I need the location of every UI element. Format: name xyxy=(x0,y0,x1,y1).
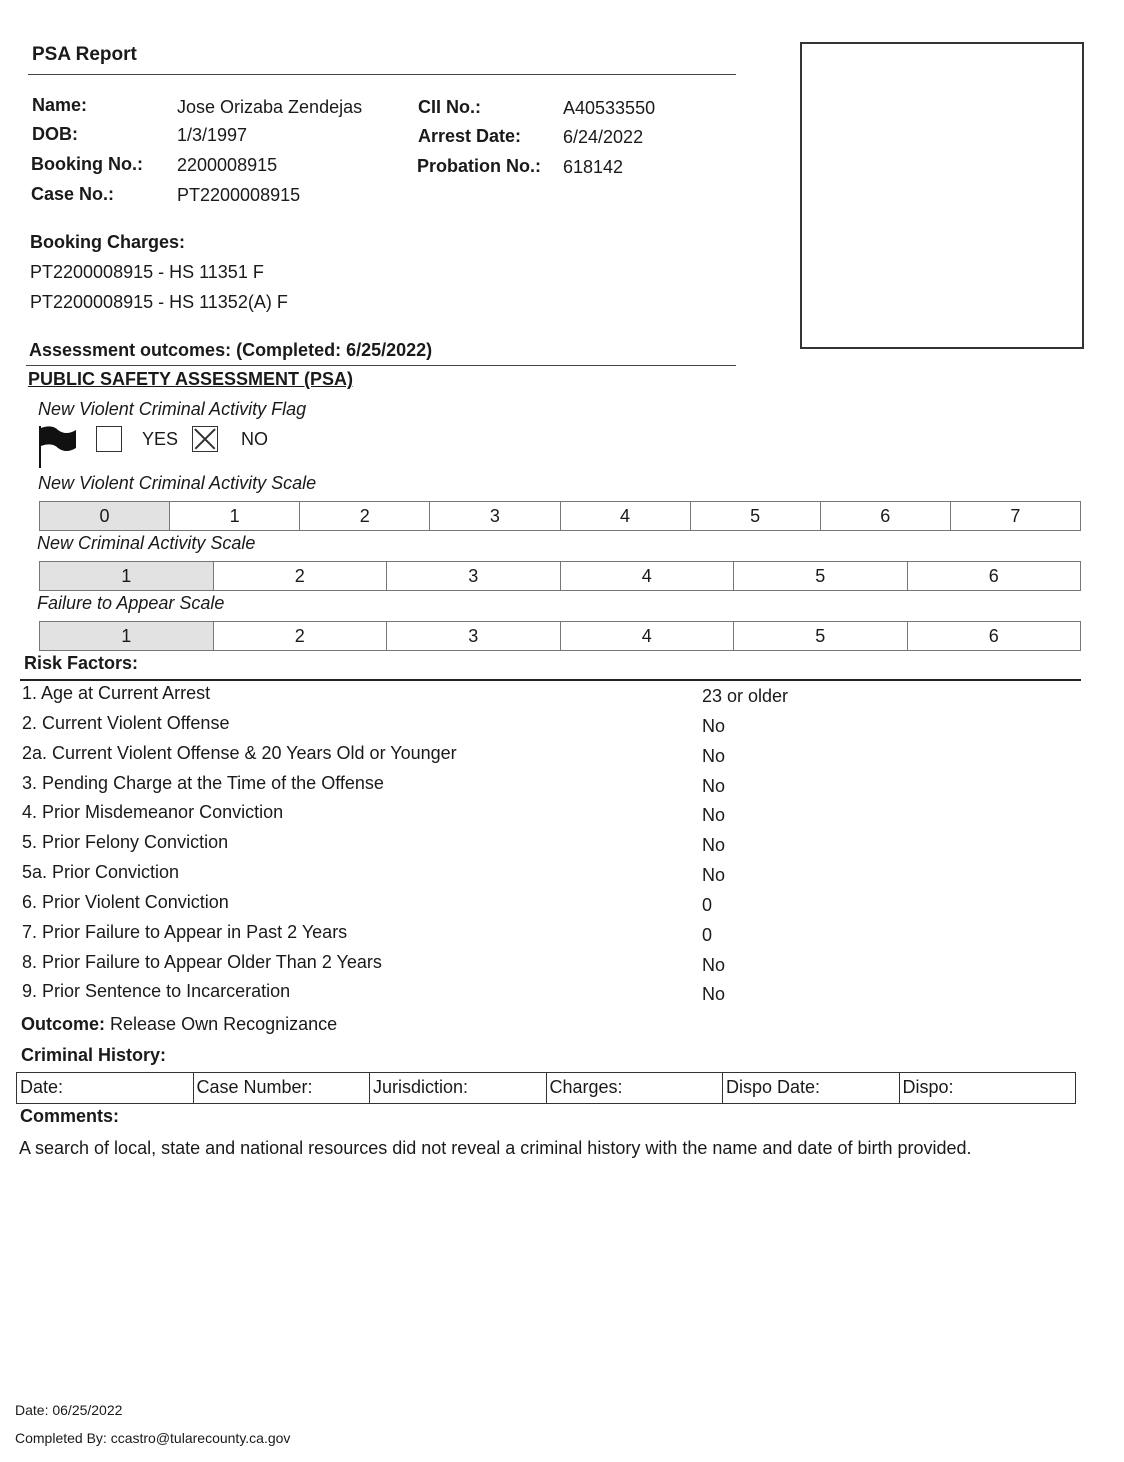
scale-cell: 5 xyxy=(691,502,821,530)
dob-value: 1/3/1997 xyxy=(177,125,248,145)
yes-checkbox[interactable] xyxy=(96,426,122,452)
case-label: Case No.: xyxy=(31,184,115,204)
assessment-heading: Assessment outcomes: (Completed: 6/25/2022) xyxy=(29,340,433,360)
risk-factors-divider xyxy=(20,679,1081,681)
table-header-cell: Date: xyxy=(17,1073,194,1103)
risk-factor-label: 2. Current Violent Offense xyxy=(22,713,230,733)
risk-factors-heading: Risk Factors: xyxy=(24,653,139,673)
booking-value: 2200008915 xyxy=(177,155,278,175)
risk-factor-value: No xyxy=(702,835,726,855)
risk-factor-label: 5a. Prior Conviction xyxy=(22,862,180,882)
outcome-label: Outcome: xyxy=(21,1014,106,1034)
scale-cell: 5 xyxy=(734,622,908,650)
risk-factor-value: No xyxy=(702,776,726,796)
nca-scale-label: New Criminal Activity Scale xyxy=(37,533,256,553)
scale-cell: 3 xyxy=(387,622,561,650)
footer-completed-by: Completed By: ccastro@tularecounty.ca.gov xyxy=(15,1430,291,1446)
name-value: Jose Orizaba Zendejas xyxy=(177,97,363,117)
probation-label: Probation No.: xyxy=(417,156,541,176)
risk-factor-value: 0 xyxy=(702,895,713,915)
comments-text: A search of local, state and national resources did not reveal a criminal history with the name and date of birth provided. xyxy=(19,1138,972,1158)
comments-heading: Comments: xyxy=(20,1106,120,1126)
no-checkbox-checked[interactable] xyxy=(192,426,218,452)
risk-factor-label: 6. Prior Violent Conviction xyxy=(22,892,229,912)
criminal-history-heading: Criminal History: xyxy=(21,1045,167,1065)
risk-factor-label: 1. Age at Current Arrest xyxy=(22,683,211,703)
arrest-label: Arrest Date: xyxy=(418,126,522,146)
booking-label: Booking No.: xyxy=(31,154,143,174)
risk-factor-value: No xyxy=(702,865,726,885)
scale-cell: 6 xyxy=(988,626,999,646)
photo-box xyxy=(800,42,1084,349)
psa-heading: PUBLIC SAFETY ASSESSMENT (PSA) xyxy=(28,369,354,389)
fta-scale-label: Failure to Appear Scale xyxy=(37,593,225,613)
risk-factor-label: 4. Prior Misdemeanor Conviction xyxy=(22,802,284,822)
risk-factor-value: No xyxy=(702,955,726,975)
risk-factor-label: 5. Prior Felony Conviction xyxy=(22,832,229,852)
table-header-cell: Charges: xyxy=(547,1073,724,1103)
cii-label: CII No.: xyxy=(418,97,481,117)
risk-factor-value: 0 xyxy=(702,925,713,945)
table-header-cell: Dispo Date: xyxy=(723,1073,900,1103)
dob-label: DOB: xyxy=(32,124,78,144)
risk-factor-label: 7. Prior Failure to Appear in Past 2 Years xyxy=(22,922,348,942)
booking-charges-heading: Booking Charges: xyxy=(30,232,186,252)
yes-label: YES xyxy=(142,429,179,449)
scale-cell: 1 xyxy=(40,622,214,650)
scale-cell: 3 xyxy=(430,502,560,530)
fta-scale xyxy=(39,621,1081,651)
scale-cell: 4 xyxy=(561,502,691,530)
title-divider xyxy=(28,74,736,75)
scale-cell: 0 xyxy=(40,502,170,530)
criminal-history-table xyxy=(16,1072,1076,1104)
flag-icon xyxy=(38,424,82,475)
scale-cell: 6 xyxy=(988,566,999,586)
cii-value: A40533550 xyxy=(563,98,656,118)
scale-cell: 4 xyxy=(561,622,735,650)
assessment-divider xyxy=(26,365,736,366)
booking-charge-item: PT2200008915 - HS 11351 F xyxy=(30,262,264,282)
scale-cell: 4 xyxy=(561,562,735,590)
scale-cell: 1 xyxy=(40,562,214,590)
scale-cell: 2 xyxy=(214,562,388,590)
nvca-scale xyxy=(39,501,1081,531)
scale-cell: 7 xyxy=(1010,506,1021,526)
scale-cell: 2 xyxy=(214,622,388,650)
name-label: Name: xyxy=(32,95,88,115)
scale-cell: 3 xyxy=(387,562,561,590)
scale-cell: 2 xyxy=(300,502,430,530)
risk-factor-label: 8. Prior Failure to Appear Older Than 2 Years xyxy=(22,952,382,972)
footer-date: Date: 06/25/2022 xyxy=(15,1402,123,1418)
report-title: PSA Report xyxy=(32,44,137,65)
risk-factor-value: 23 or older xyxy=(702,686,789,706)
risk-factor-value: No xyxy=(702,716,726,736)
booking-charge-item: PT2200008915 - HS 11352(A) F xyxy=(30,292,288,312)
arrest-value: 6/24/2022 xyxy=(563,127,644,147)
table-header-cell: Dispo: xyxy=(902,1077,954,1097)
outcome xyxy=(21,1014,337,1035)
nvca-flag-label: New Violent Criminal Activity Flag xyxy=(38,399,307,419)
outcome-value: Release Own Recognizance xyxy=(110,1014,338,1034)
risk-factor-label: 9. Prior Sentence to Incarceration xyxy=(22,981,291,1001)
risk-factor-label: 3. Pending Charge at the Time of the Offense xyxy=(22,773,384,793)
risk-factor-value: No xyxy=(702,805,726,825)
risk-factor-label: 2a. Current Violent Offense & 20 Years Old or Younger xyxy=(22,743,457,763)
nca-scale xyxy=(39,561,1081,591)
risk-factor-value: No xyxy=(702,746,726,766)
table-header-cell: Case Number: xyxy=(194,1073,371,1103)
table-header-cell: Jurisdiction: xyxy=(370,1073,547,1103)
risk-factor-value: No xyxy=(702,984,726,1004)
scale-cell: 6 xyxy=(821,502,951,530)
probation-value: 618142 xyxy=(563,157,624,177)
nvca-scale-label: New Violent Criminal Activity Scale xyxy=(38,473,317,493)
case-value: PT2200008915 xyxy=(177,185,301,205)
scale-cell: 1 xyxy=(170,502,300,530)
scale-cell: 5 xyxy=(734,562,908,590)
no-label: NO xyxy=(241,429,268,449)
